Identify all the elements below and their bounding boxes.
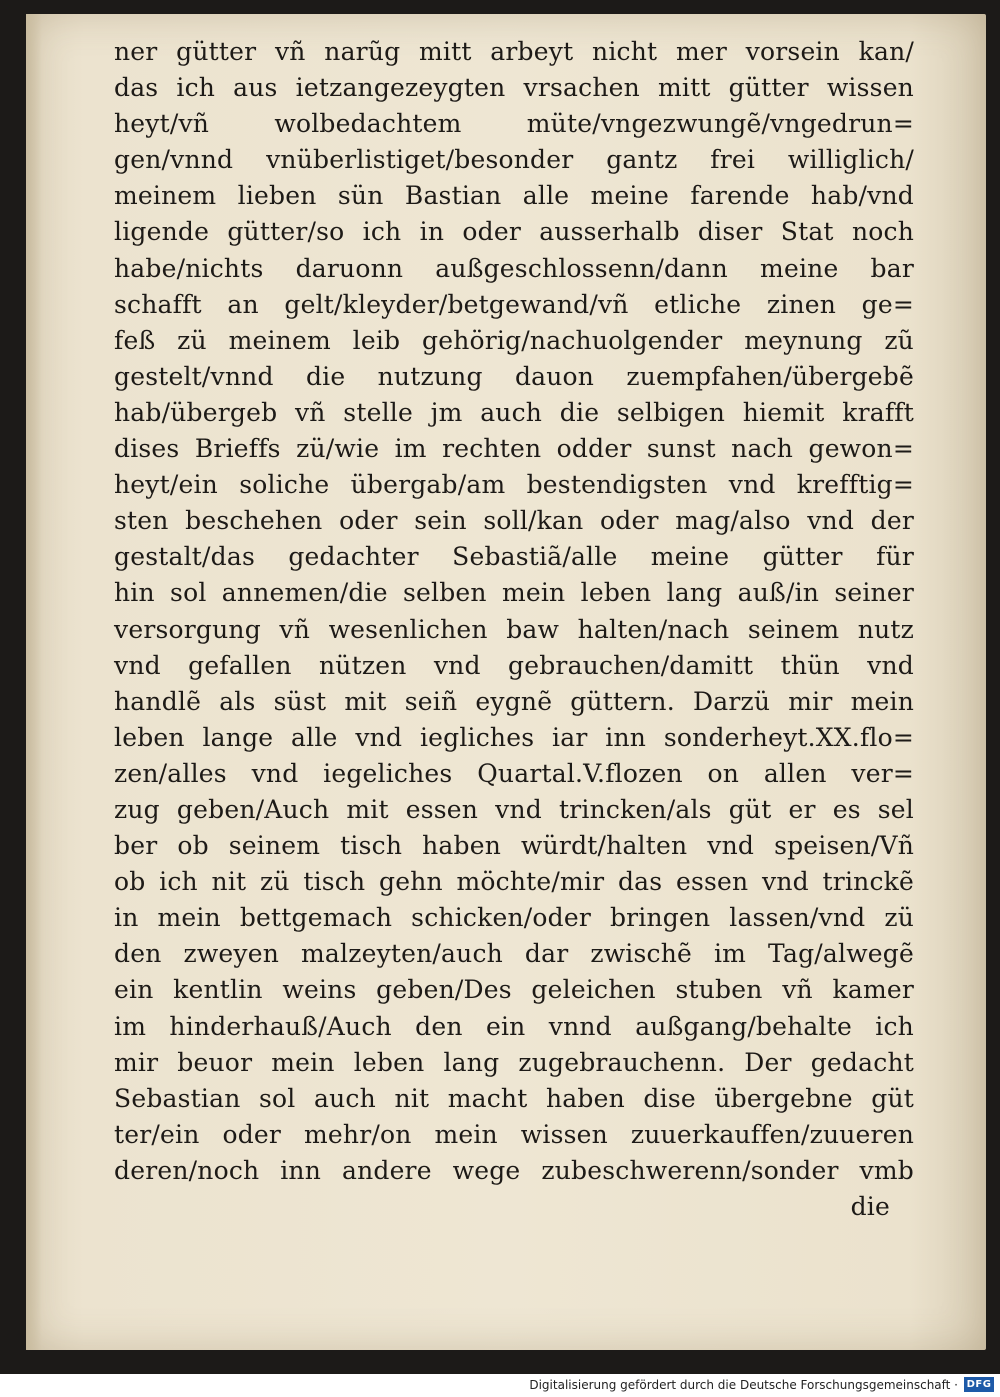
text-line: ber ob seinem tisch haben würdt/halten vnd speisen/Vñ bbox=[114, 831, 914, 861]
text-line: heyt/vñ wolbedachtem müte/vngezwungẽ/vngedrun= bbox=[114, 109, 914, 139]
text-line: hin sol annemen/die selben mein leben lang auß/in seiner bbox=[114, 578, 914, 608]
text-line: zug geben/Auch mit essen vnd trincken/als güt er es sel bbox=[114, 794, 914, 824]
text-line: gestelt/vnnd die nutzung dauon zuempfahen/übergebẽ bbox=[114, 361, 914, 391]
text-line: feß zü meinem leib gehörig/nachuolgender meynung zũ bbox=[114, 325, 914, 355]
text-line: Sebastian sol auch nit macht haben dise übergebne güt bbox=[114, 1083, 914, 1113]
text-line: zen/alles vnd iegeliches Quartal.V.flozen on allen ver= bbox=[114, 758, 914, 788]
text-line: den zweyen malzeyten/auch dar zwischẽ im Tag/alwegẽ bbox=[114, 939, 914, 969]
text-line: gestalt/das gedachter Sebastiã/alle meine gütter für bbox=[114, 542, 914, 572]
text-line: ter/ein oder mehr/on mein wissen zuuerkauffen/zuueren bbox=[114, 1119, 914, 1149]
text-line: im hinderhauß/Auch den ein vnnd außgang/behalte ich bbox=[114, 1011, 914, 1041]
text-line: mir beuor mein leben lang zugebrauchenn. Der gedacht bbox=[114, 1047, 914, 1077]
footer-credit-bar bbox=[0, 1374, 1000, 1397]
funding-credit: Digitalisierung gefördert durch die Deutsche Forschungsgemeinschaft · bbox=[529, 1378, 958, 1392]
text-line: ob ich nit zü tisch gehn möchte/mir das essen vnd trinckẽ bbox=[114, 867, 914, 897]
text-line: gen/vnnd vnüberlistiget/besonder gantz frei williglich/ bbox=[114, 145, 914, 175]
dfg-logo: DFG bbox=[964, 1377, 994, 1392]
text-line: vnd gefallen nützen vnd gebrauchen/damitt thün vnd bbox=[114, 650, 914, 680]
text-line: hab/übergeb vñ stelle jm auch die selbigen hiemit krafft bbox=[114, 397, 914, 427]
text-line: deren/noch inn andere wege zubeschwerenn/sonder vmb bbox=[114, 1155, 914, 1185]
text-line: leben lange alle vnd iegliches iar inn sonderheyt.XX.flo= bbox=[114, 722, 914, 752]
text-line: ligende gütter/so ich in oder ausserhalb diser Stat noch bbox=[114, 217, 914, 247]
text-line: ner gütter vñ narũg mitt arbeyt nicht mer vorsein kan/ bbox=[114, 37, 914, 66]
text-line: heyt/ein soliche übergab/am bestendigsten vnd krefftig= bbox=[114, 470, 914, 500]
text-line: ein kentlin weins geben/Des geleichen stuben vñ kamer bbox=[114, 975, 914, 1005]
text-line: handlẽ als süst mit seiñ eygnẽ güttern. Darzü mir mein bbox=[114, 686, 914, 716]
text-block bbox=[114, 34, 914, 1225]
text-line: versorgung vñ wesenlichen baw halten/nach seinem nutz bbox=[114, 614, 914, 644]
text-line: dises Brieffs zü/wie im rechten odder sunst nach gewon= bbox=[114, 434, 914, 464]
text-line: habe/nichts daruonn außgeschlossenn/dann meine bar bbox=[114, 253, 914, 283]
text-line: schafft an gelt/kleyder/betgewand/vñ etliche zinen ge= bbox=[114, 289, 914, 319]
catchword: die bbox=[850, 1192, 890, 1221]
text-line: sten beschehen oder sein soll/kan oder mag/also vnd der bbox=[114, 506, 914, 536]
text-line: in mein bettgemach schicken/oder bringen lassen/vnd zü bbox=[114, 903, 914, 933]
page-edge-shadow bbox=[26, 14, 42, 1350]
text-line: das ich aus ietzangezeygten vrsachen mitt gütter wissen bbox=[114, 73, 914, 103]
document-page bbox=[26, 14, 986, 1350]
text-line: meinem lieben sün Bastian alle meine farende hab/vnd bbox=[114, 181, 914, 211]
